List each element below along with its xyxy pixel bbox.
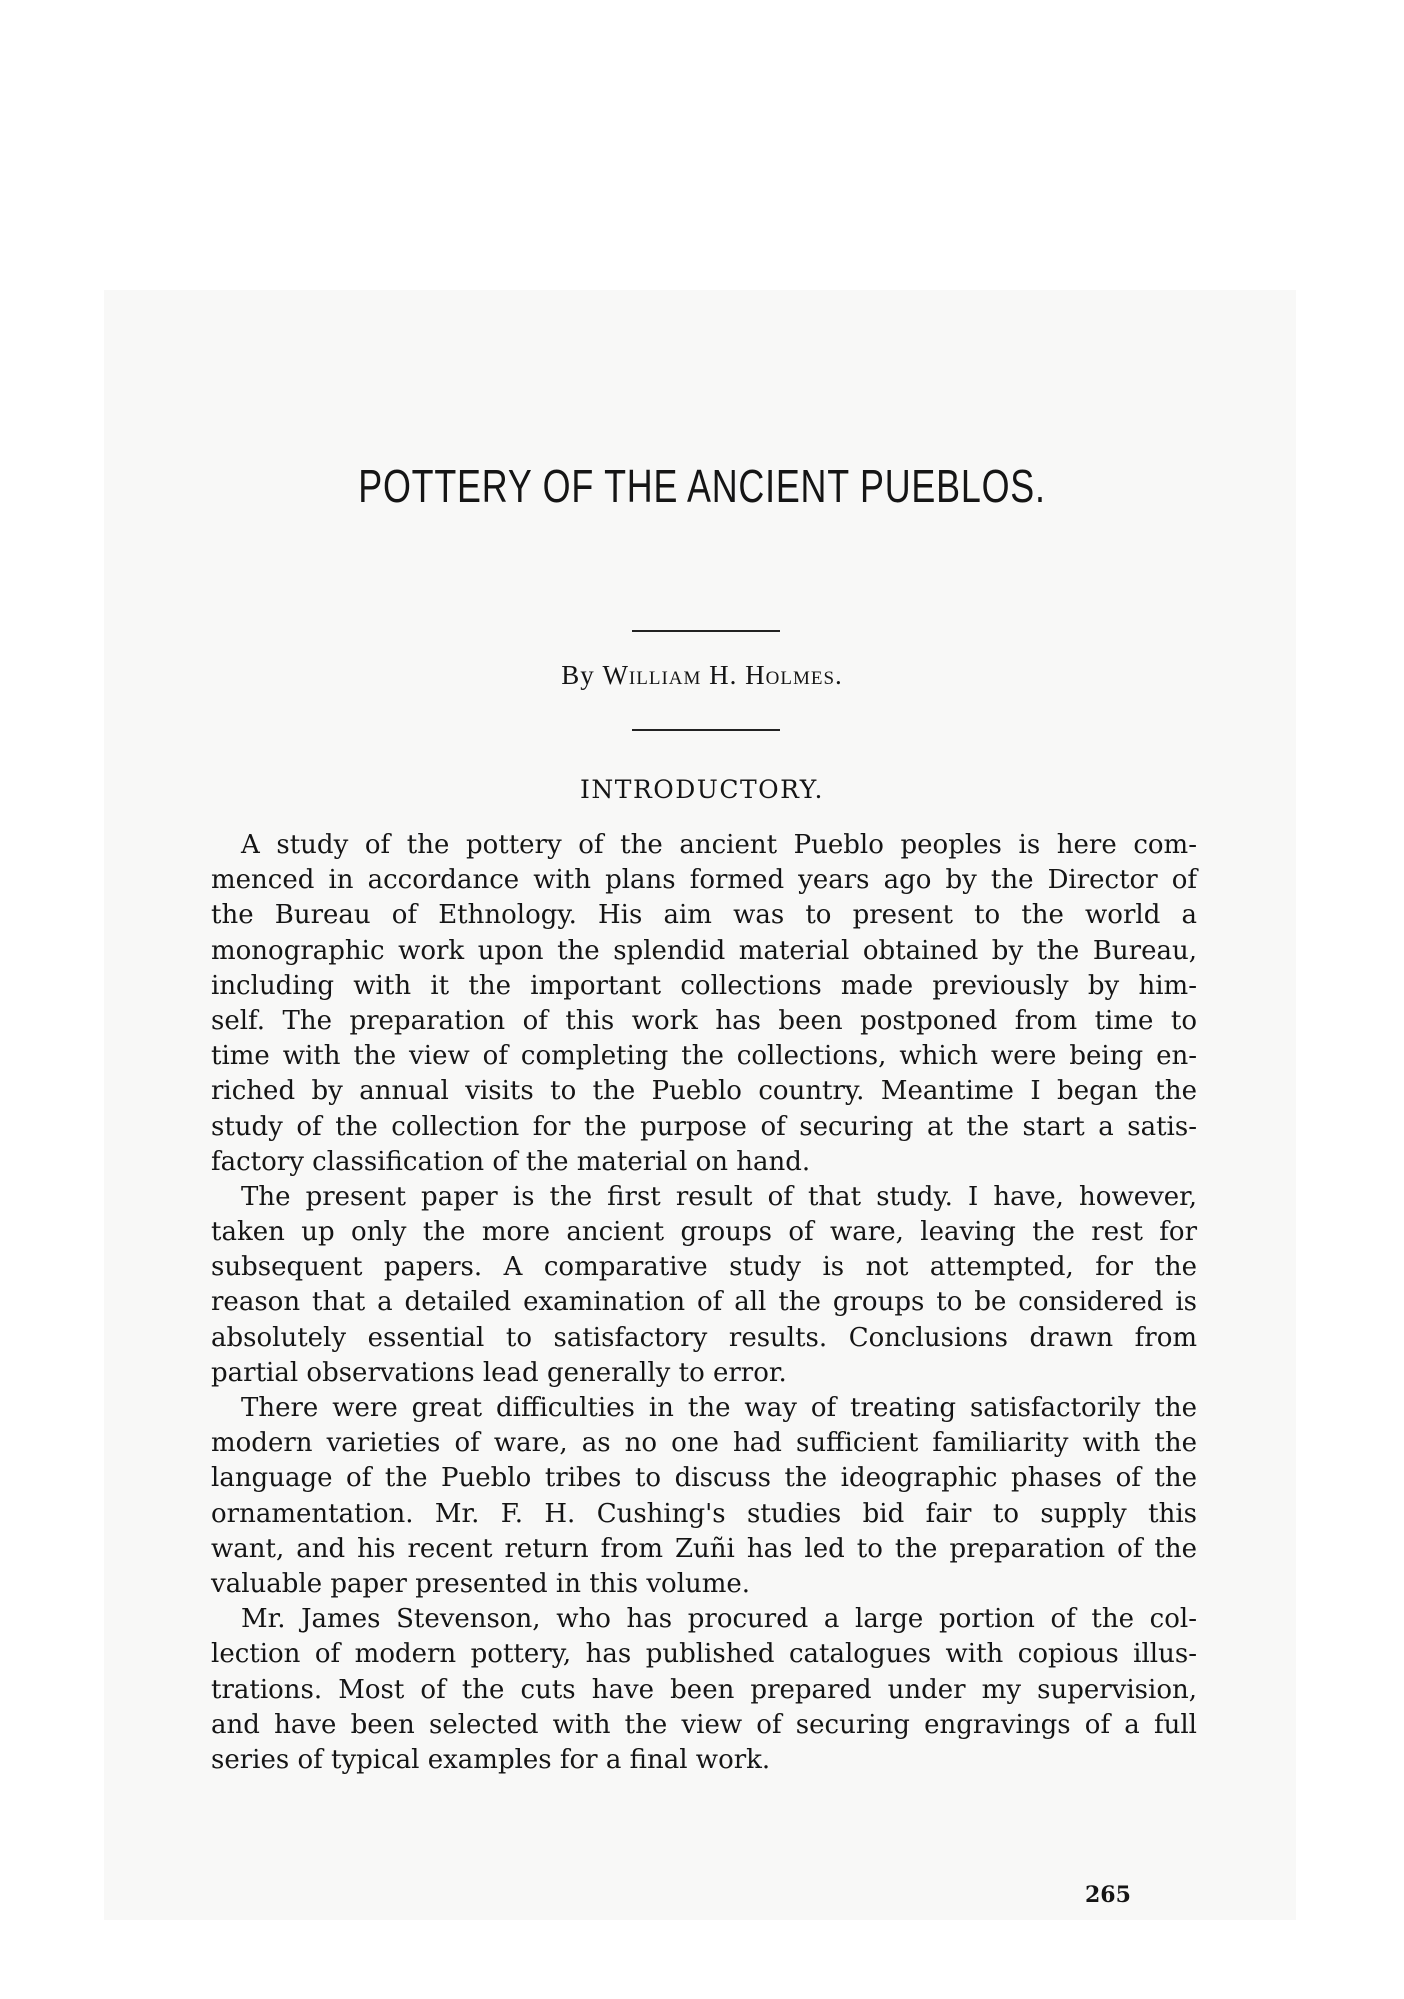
page-number: 265 bbox=[1085, 1882, 1131, 1908]
text-line: taken up only the more ancient groups of ware, leaving the rest for bbox=[211, 1217, 1197, 1248]
byline bbox=[0, 660, 1404, 691]
article-title: POTTERY OF THE ANCIENT PUEBLOS. bbox=[358, 459, 1046, 512]
text-line: study of the collection for the purpose of securing at the start a satis- bbox=[211, 1111, 1197, 1142]
text-line: menced in accordance with plans formed years ago by the Director of bbox=[211, 865, 1197, 896]
text-line: monographic work upon the splendid material obtained by the Bureau, bbox=[211, 935, 1197, 966]
text-line: modern varieties of ware, as no one had sufficient familiarity with the bbox=[211, 1428, 1197, 1459]
text-line: trations. Most of the cuts have been prepared under my supervision, bbox=[211, 1674, 1197, 1705]
text-line: absolutely essential to satisfactory results. Conclusions drawn from bbox=[211, 1322, 1197, 1353]
byline-prefix: By bbox=[561, 660, 595, 690]
text-line: reason that a detailed examination of all the groups to be considered is bbox=[211, 1287, 1197, 1318]
text-line: partial observations lead generally to error. bbox=[211, 1357, 787, 1388]
article-body bbox=[211, 828, 1197, 1778]
byline-divider-rule bbox=[632, 729, 780, 731]
text-line: ornamentation. Mr. F. H. Cushing's studies bid fair to supply this bbox=[211, 1498, 1197, 1529]
text-line: and have been selected with the view of securing engravings of a full bbox=[211, 1709, 1197, 1740]
paragraph bbox=[211, 1602, 1197, 1778]
text-line: factory classification of the material on hand. bbox=[211, 1146, 811, 1177]
text-line: lection of modern pottery, has published catalogues with copious illus- bbox=[211, 1639, 1197, 1670]
text-line: time with the view of completing the collections, which were being en- bbox=[211, 1041, 1197, 1072]
text-line: including with it the important collections made previously by him- bbox=[211, 970, 1197, 1001]
text-line: There were great difficulties in the way of treating satisfactorily the bbox=[241, 1393, 1197, 1423]
text-line: Mr. James Stevenson, who has procured a large portion of the col- bbox=[241, 1604, 1197, 1635]
paragraph bbox=[211, 828, 1197, 1180]
text-line: subsequent papers. A comparative study is not attempted, for the bbox=[211, 1252, 1197, 1283]
text-line: want, and his recent return from Zuñi has led to the preparation of the bbox=[211, 1533, 1197, 1564]
text-line: series of typical examples for a final work. bbox=[211, 1744, 771, 1775]
text-line: valuable paper presented in this volume. bbox=[211, 1568, 751, 1599]
section-heading: INTRODUCTORY. bbox=[580, 775, 824, 804]
text-line: language of the Pueblo tribes to discuss the ideographic phases of the bbox=[211, 1463, 1197, 1494]
paragraph bbox=[211, 1180, 1197, 1391]
paragraph bbox=[211, 1391, 1197, 1602]
text-line: the Bureau of Ethnology. His aim was to present to the world a bbox=[211, 900, 1197, 931]
text-line: riched by annual visits to the Pueblo country. Meantime I began the bbox=[211, 1076, 1197, 1107]
text-line: self. The preparation of this work has been postponed from time to bbox=[211, 1005, 1197, 1036]
author-name: William H. Holmes. bbox=[602, 660, 843, 690]
text-line: The present paper is the first result of that study. I have, however, bbox=[241, 1181, 1197, 1212]
text-line: A study of the pottery of the ancient Pueblo peoples is here com- bbox=[241, 830, 1197, 860]
title-divider-rule bbox=[632, 630, 780, 632]
